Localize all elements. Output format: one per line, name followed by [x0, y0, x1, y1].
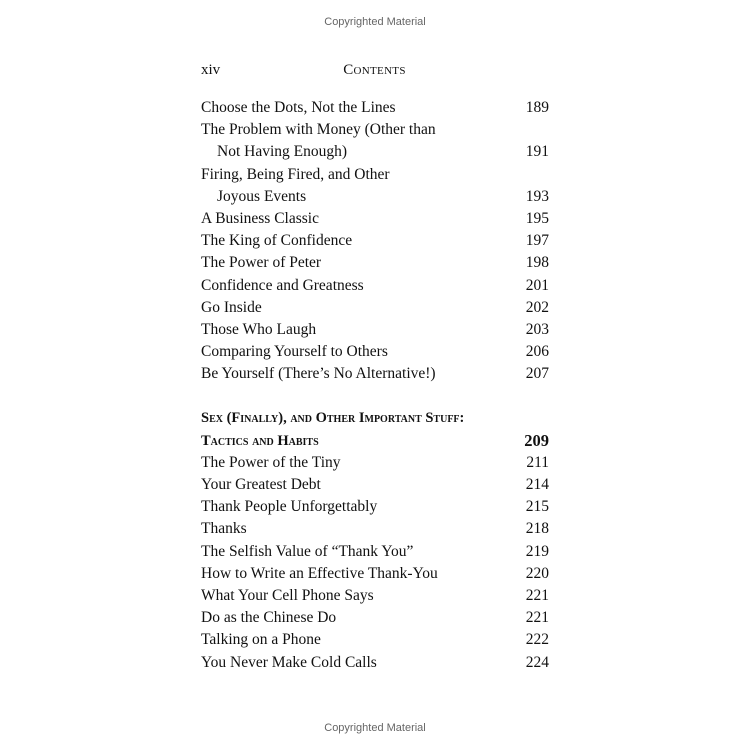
toc-entry — [201, 319, 549, 341]
part-heading-line1 — [201, 407, 549, 429]
part-heading-line2 — [201, 430, 549, 452]
toc-entry-page: 193 — [525, 187, 549, 205]
toc-entry — [201, 297, 549, 319]
toc-entry-title: Comparing Yourself to Others — [201, 343, 388, 361]
toc-entry-title: Choose the Dots, Not the Lines — [201, 99, 396, 116]
toc-entry — [201, 607, 549, 629]
part-heading-text: Sex (Finally), and Other Important Stuff: — [201, 410, 465, 427]
toc-entry-page: 197 — [525, 232, 549, 250]
toc-entry — [201, 164, 549, 186]
toc-entry-title: Be Yourself (There’s No Alternative!) — [201, 365, 436, 383]
toc-entry-page: 198 — [525, 254, 549, 272]
toc-entry — [201, 208, 549, 230]
toc-entry-title: The Power of the Tiny — [201, 453, 341, 471]
toc-entry — [201, 230, 549, 252]
toc-entry-page: 189 — [525, 99, 549, 116]
toc-entry-page: 211 — [526, 453, 549, 471]
toc-entry-page: 222 — [525, 631, 549, 649]
copyright-watermark-top: Copyrighted Material — [324, 16, 426, 28]
toc-entry-title: Confidence and Greatness — [201, 276, 364, 294]
toc-entry-title: The King of Confidence — [201, 232, 353, 250]
toc-entry-title: Joyous Events — [217, 187, 307, 205]
toc-entry — [201, 119, 549, 141]
toc-entry-page: 202 — [525, 298, 549, 316]
toc-entry-page: 224 — [525, 653, 549, 671]
toc-entry — [201, 252, 549, 274]
toc-entry — [201, 518, 549, 540]
toc-entry-title: Thanks — [201, 520, 247, 538]
toc-entry-page: 203 — [525, 320, 549, 338]
toc-entry — [201, 652, 549, 674]
toc-entry-page: 215 — [525, 498, 549, 516]
toc-entry — [201, 275, 549, 297]
toc-entry-title: How to Write an Effective Thank-You — [201, 564, 438, 582]
toc-entry-title: The Power of Peter — [201, 254, 322, 272]
toc-entry-title: Go Inside — [201, 298, 262, 316]
copyright-watermark-bottom: Copyrighted Material — [324, 722, 426, 734]
toc-entry — [201, 452, 549, 474]
toc-entry-page: 207 — [525, 365, 549, 383]
toc-entry-page: 214 — [525, 476, 549, 493]
toc-entry — [201, 541, 549, 563]
toc-entry — [201, 341, 549, 363]
toc-entry-title: Talking on a Phone — [201, 631, 321, 649]
toc-entry — [201, 474, 549, 496]
toc-entry — [201, 496, 549, 518]
running-head — [201, 62, 548, 82]
toc-entry-page: 191 — [525, 143, 549, 161]
running-title: Contents — [343, 62, 406, 78]
toc-entry-title: Those Who Laugh — [201, 320, 317, 338]
toc-entry-title: What Your Cell Phone Says — [201, 586, 374, 604]
toc-entry-page: 195 — [525, 209, 549, 227]
part-heading-text: Tactics and Habits — [201, 432, 319, 449]
toc-entry-title: Do as the Chinese Do — [201, 609, 337, 627]
section-gap — [201, 385, 549, 407]
toc-entry-title: You Never Make Cold Calls — [201, 653, 377, 671]
toc-entry-continuation — [201, 141, 549, 163]
toc-entry — [201, 629, 549, 651]
toc-entry-page: 218 — [525, 520, 549, 538]
toc-entry-title: Thank People Unforgettably — [201, 498, 378, 516]
toc-entry-page: 221 — [525, 609, 549, 627]
toc-entry-page: 206 — [525, 343, 549, 361]
toc-entry-title: The Problem with Money (Other than — [201, 121, 436, 139]
toc-entry — [201, 363, 549, 385]
toc-entry-page: 220 — [525, 564, 549, 582]
page-number: xiv — [201, 62, 221, 78]
part-heading-page: 209 — [524, 430, 549, 450]
toc-entry — [201, 585, 549, 607]
toc-entry-title: Firing, Being Fired, and Other — [201, 165, 390, 183]
toc-entry — [201, 563, 549, 585]
toc-entry-continuation — [201, 186, 549, 208]
toc-entry-title: Your Greatest Debt — [201, 476, 321, 493]
toc-entry-page: 219 — [525, 542, 549, 560]
toc-entry-page: 221 — [525, 586, 549, 604]
toc-entry-title: A Business Classic — [201, 209, 319, 227]
toc-entry-page: 201 — [525, 276, 549, 294]
toc-entry-title: Not Having Enough) — [217, 143, 348, 161]
toc-entry — [201, 97, 549, 119]
toc-entry-title: The Selfish Value of “Thank You” — [201, 542, 414, 560]
table-of-contents — [201, 97, 549, 674]
